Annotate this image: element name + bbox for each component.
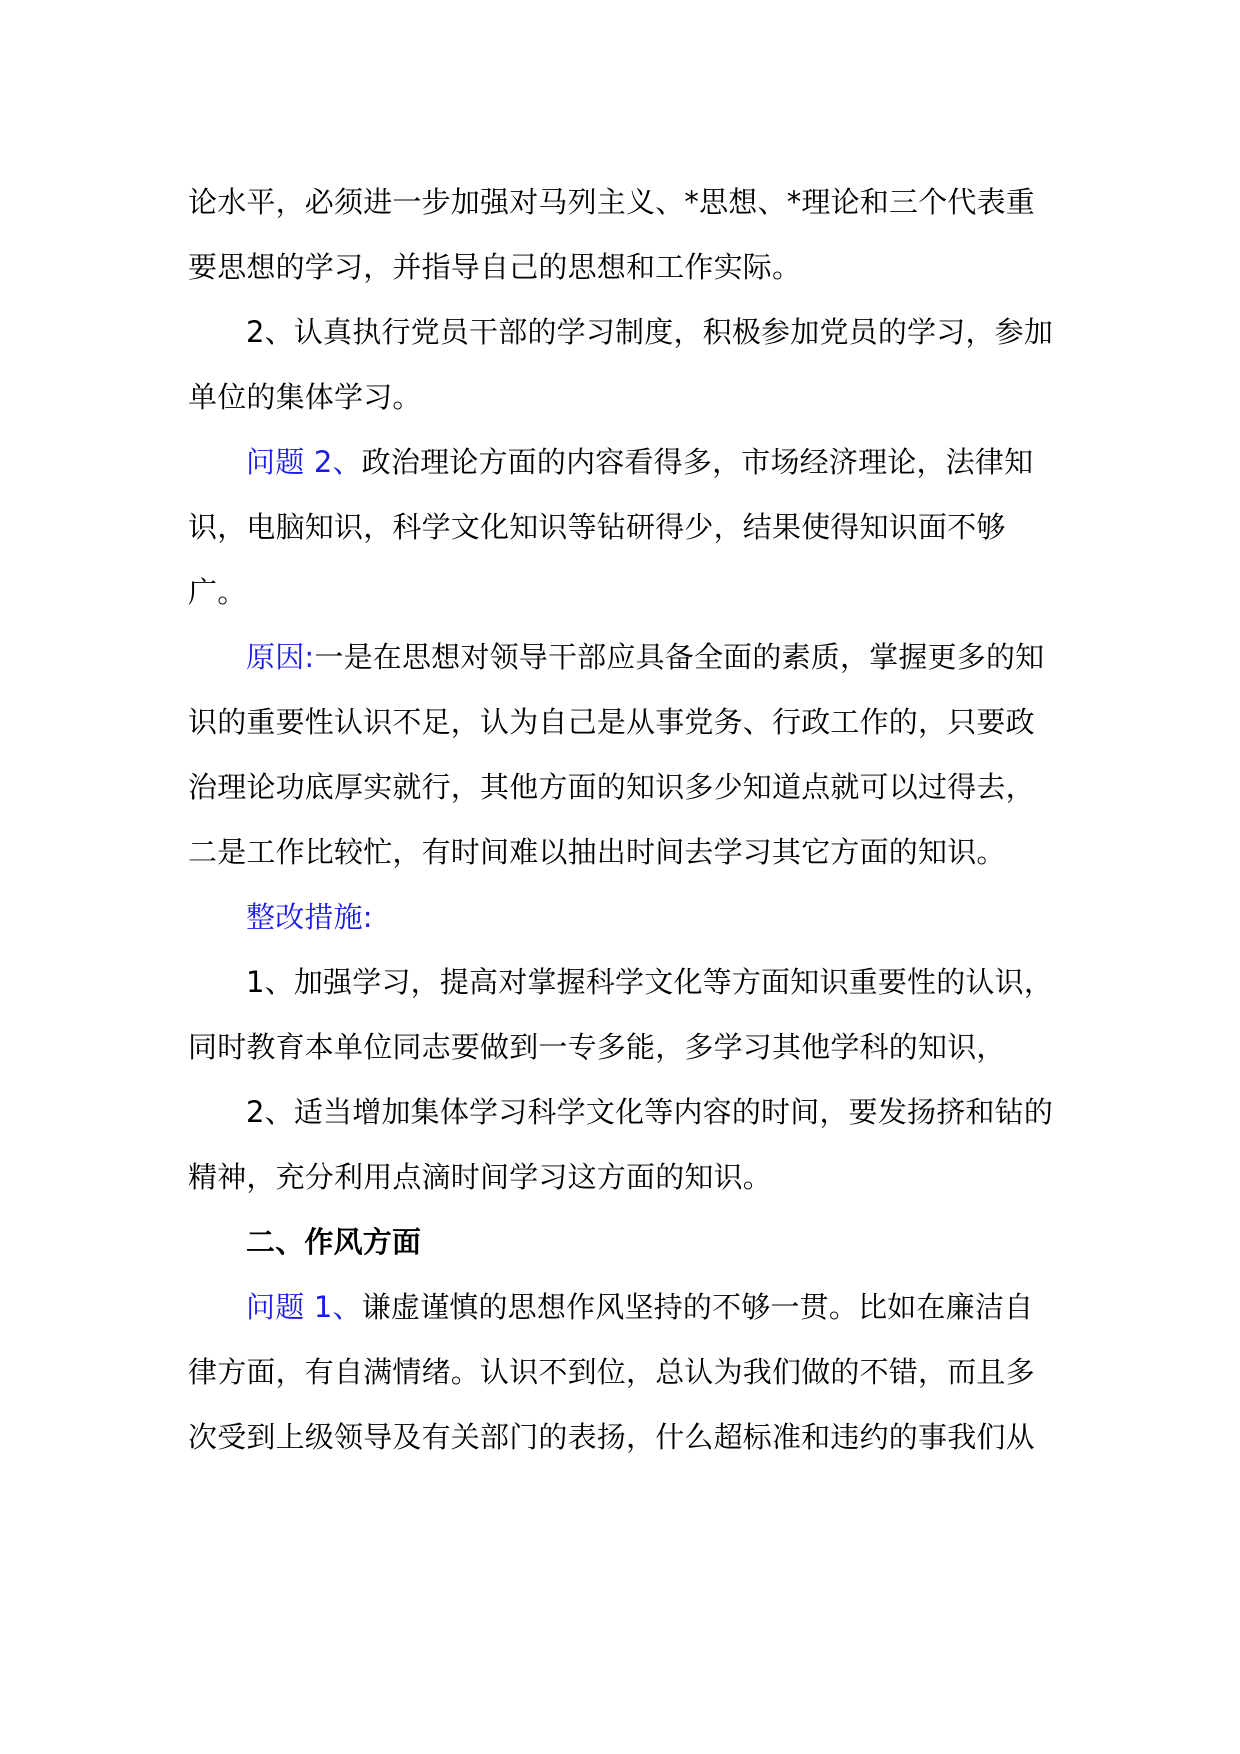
text-line: 次受到上级领导及有关部门的表扬，什么超标准和违约的事我们从	[188, 1420, 1035, 1454]
text-line: 识，电脑知识，科学文化知识等钻研得少，结果使得知识面不够	[188, 510, 1006, 544]
text-run: 一是在思想对领导干部应具备全面的素质，掌握更多的知	[314, 640, 1045, 674]
cause-label: 原因:	[246, 640, 315, 674]
text-line: 识的重要性认识不足，认为自己是从事党务、行政工作的，只要政	[188, 705, 1035, 739]
paragraph-measure-2b	[188, 1080, 1068, 1210]
paragraph-cause	[188, 625, 1068, 885]
section-heading-text: 二、作风方面	[246, 1225, 422, 1259]
text-line: 2、适当增加集体学习科学文化等内容的时间，要发扬挤和钻的	[246, 1095, 1054, 1129]
text-line: 同时教育本单位同志要做到一专多能，多学习其他学科的知识，	[188, 1030, 1006, 1064]
text-line: 2、认真执行党员干部的学习制度，积极参加党员的学习，参加	[246, 315, 1054, 349]
paragraph-problem-2	[188, 430, 1068, 625]
text-line: 广。	[188, 575, 247, 609]
text-line: 律方面，有自满情绪。认识不到位，总认为我们做的不错，而且多	[188, 1355, 1035, 1389]
paragraph-rectification	[188, 885, 1068, 950]
paragraph-measure-1	[188, 950, 1068, 1080]
text-line	[188, 430, 1068, 495]
text-line: 论水平，必须进一步加强对马列主义、*思想、*理论和三个代表重	[188, 185, 1036, 219]
text-run: 谦虚谨慎的思想作风坚持的不够一贯。比如在廉洁自	[361, 1290, 1034, 1324]
text-line: 1、加强学习，提高对掌握科学文化等方面知识重要性的认识，	[246, 965, 1054, 999]
paragraph-measure-2	[188, 300, 1068, 430]
text-line: 单位的集体学习。	[188, 380, 422, 414]
text-line: 治理论功底厚实就行，其他方面的知识多少知道点就可以过得去，	[188, 770, 1035, 804]
text-line	[188, 625, 1068, 690]
paragraph-continuation	[188, 170, 1068, 300]
text-line	[188, 1275, 1068, 1340]
text-line: 二是工作比较忙，有时间难以抽出时间去学习其它方面的知识。	[188, 835, 1006, 869]
paragraph-problem-1	[188, 1275, 1068, 1470]
document-body	[188, 170, 1068, 1470]
text-run: 政治理论方面的内容看得多，市场经济理论，法律知	[361, 445, 1034, 479]
problem-label: 问题 2、	[246, 445, 362, 479]
rectification-label: 整改措施:	[246, 900, 373, 934]
problem-label: 问题 1、	[246, 1290, 362, 1324]
section-heading	[188, 1210, 1068, 1275]
text-line: 要思想的学习，并指导自己的思想和工作实际。	[188, 250, 802, 284]
text-line: 精神，充分利用点滴时间学习这方面的知识。	[188, 1160, 773, 1194]
